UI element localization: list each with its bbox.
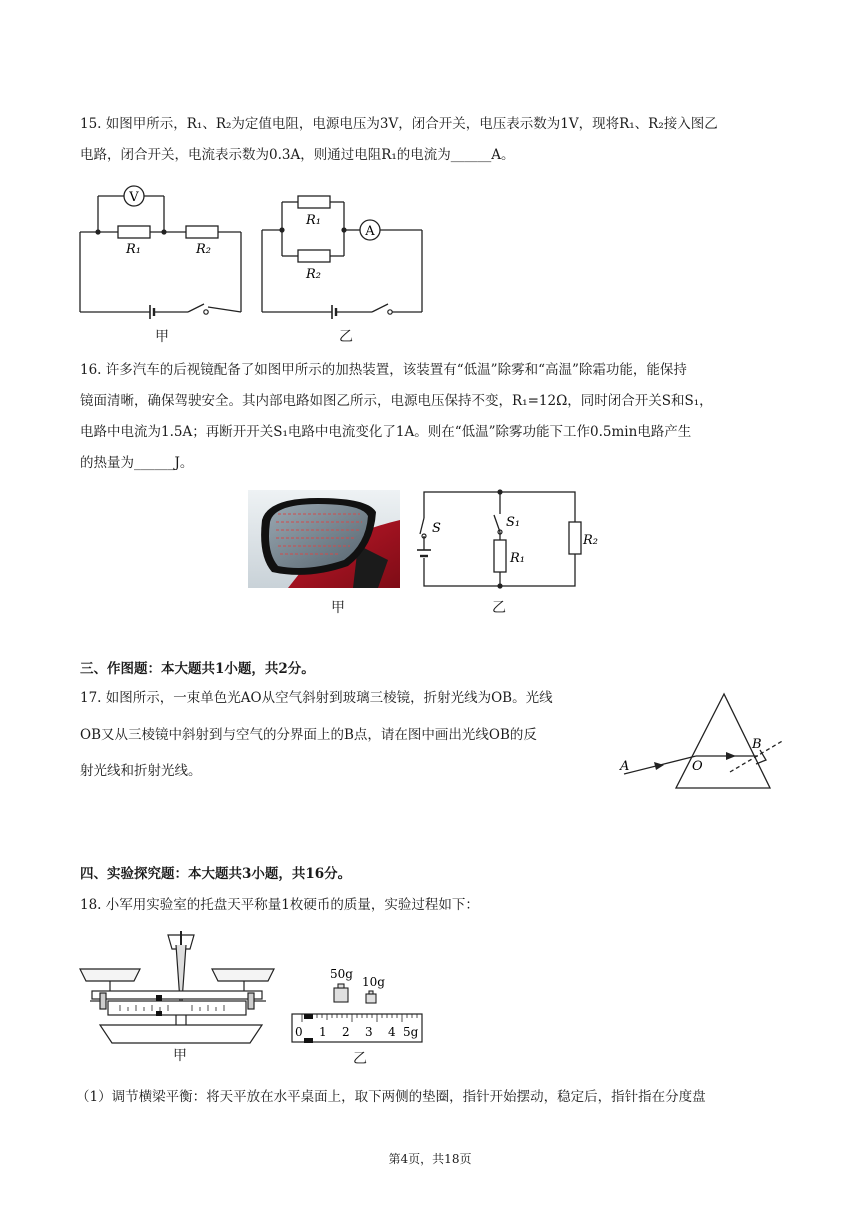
- weights-ruler-diagram: [290, 962, 425, 1047]
- tick-label: 0: [295, 1025, 303, 1039]
- q15-yi-r2-label: R₂: [306, 267, 321, 282]
- q18-fig-yi-caption: 乙: [353, 1051, 367, 1067]
- q17-line-2: OB又从三棱镜中斜射到与空气的分界面上的B点，请在图中画出光线OB的反: [80, 727, 537, 743]
- tick-label: 2: [342, 1025, 350, 1039]
- q15-jia-r1-label: R₁: [126, 242, 141, 257]
- voltmeter-label: V: [129, 190, 139, 205]
- section-3-heading: 三、作图题：本大题共1小题，共2分。: [80, 661, 315, 677]
- label-a: A: [620, 759, 630, 774]
- q16-r2-label: R₂: [583, 533, 598, 548]
- q18-part-1: （1）调节横梁平衡：将天平放在水平桌面上，取下两侧的垫圈，指针开始摆动，稳定后，指针指在分度盘: [76, 1089, 706, 1105]
- page-footer: 第4页，共18页: [388, 1152, 472, 1166]
- q16-line-2: 镜面清晰，确保驾驶安全。其内部电路如图乙所示，电源电压保持不变，R₁=12Ω，同时闭合开关S和S₁，: [80, 393, 713, 409]
- q18-line-1: 18. 小军用实验室的托盘天平称量1枚硬币的质量，实验过程如下：: [80, 897, 479, 913]
- q17-line-3: 射光线和折射光线。: [80, 763, 202, 779]
- weight-50g-label: 50g: [330, 967, 353, 981]
- q15-fig-yi-caption: 乙: [339, 329, 353, 345]
- rear-view-mirror-photo: [248, 490, 400, 588]
- switch-s-label: S: [432, 521, 441, 536]
- q16-fig-jia-caption: 甲: [331, 600, 345, 616]
- q15-jia-r2-label: R₂: [196, 242, 211, 257]
- q15-circuit-jia: [78, 180, 248, 320]
- q15-line-2: 电路，闭合开关，电流表示数为0.3A，则通过电阻R₁的电流为______A。: [80, 147, 515, 163]
- tick-label: 3: [365, 1025, 373, 1039]
- tick-label: 5g: [403, 1025, 419, 1039]
- q15-yi-r1-label: R₁: [306, 213, 321, 228]
- q16-fig-yi-caption: 乙: [492, 600, 506, 616]
- label-b: B: [752, 737, 762, 752]
- tick-label: 1: [319, 1025, 327, 1039]
- tick-label: 4: [388, 1025, 396, 1039]
- q15-line-1: 15. 如图甲所示，R₁、R₂为定值电阻，电源电压为3V，闭合开关，电压表示数为1V，现将R₁、R₂接入图乙: [80, 116, 718, 132]
- q18-fig-jia-caption: 甲: [173, 1048, 187, 1064]
- label-o: O: [692, 759, 703, 774]
- q17-line-1: 17. 如图所示，一束单色光AO从空气斜射到玻璃三棱镜，折射光线为OB。光线: [80, 690, 553, 706]
- ammeter-label: A: [365, 224, 375, 239]
- q16-line-4: 的热量为______J。: [80, 455, 194, 471]
- section-4-heading: 四、实验探究题：本大题共3小题，共16分。: [80, 866, 352, 882]
- q15-circuit-yi: [260, 190, 430, 320]
- q15-fig-jia-caption: 甲: [155, 329, 169, 345]
- q16-line-3: 电路中电流为1.5A；再断开开关S₁电路中电流变化了1A。则在“低温”除雾功能下工作0.5min电路产生: [80, 424, 692, 440]
- weight-10g-label: 10g: [362, 975, 385, 989]
- q16-line-1: 16. 许多汽车的后视镜配备了如图甲所示的加热装置，该装置有“低温”除雾和“高温”除霜功能，能保持: [80, 362, 687, 378]
- switch-s1-label: S₁: [506, 515, 521, 530]
- balance-diagram: [80, 925, 280, 1055]
- q16-r1-label: R₁: [510, 551, 525, 566]
- q16-circuit-yi: [420, 488, 598, 593]
- prism-diagram: [618, 690, 788, 795]
